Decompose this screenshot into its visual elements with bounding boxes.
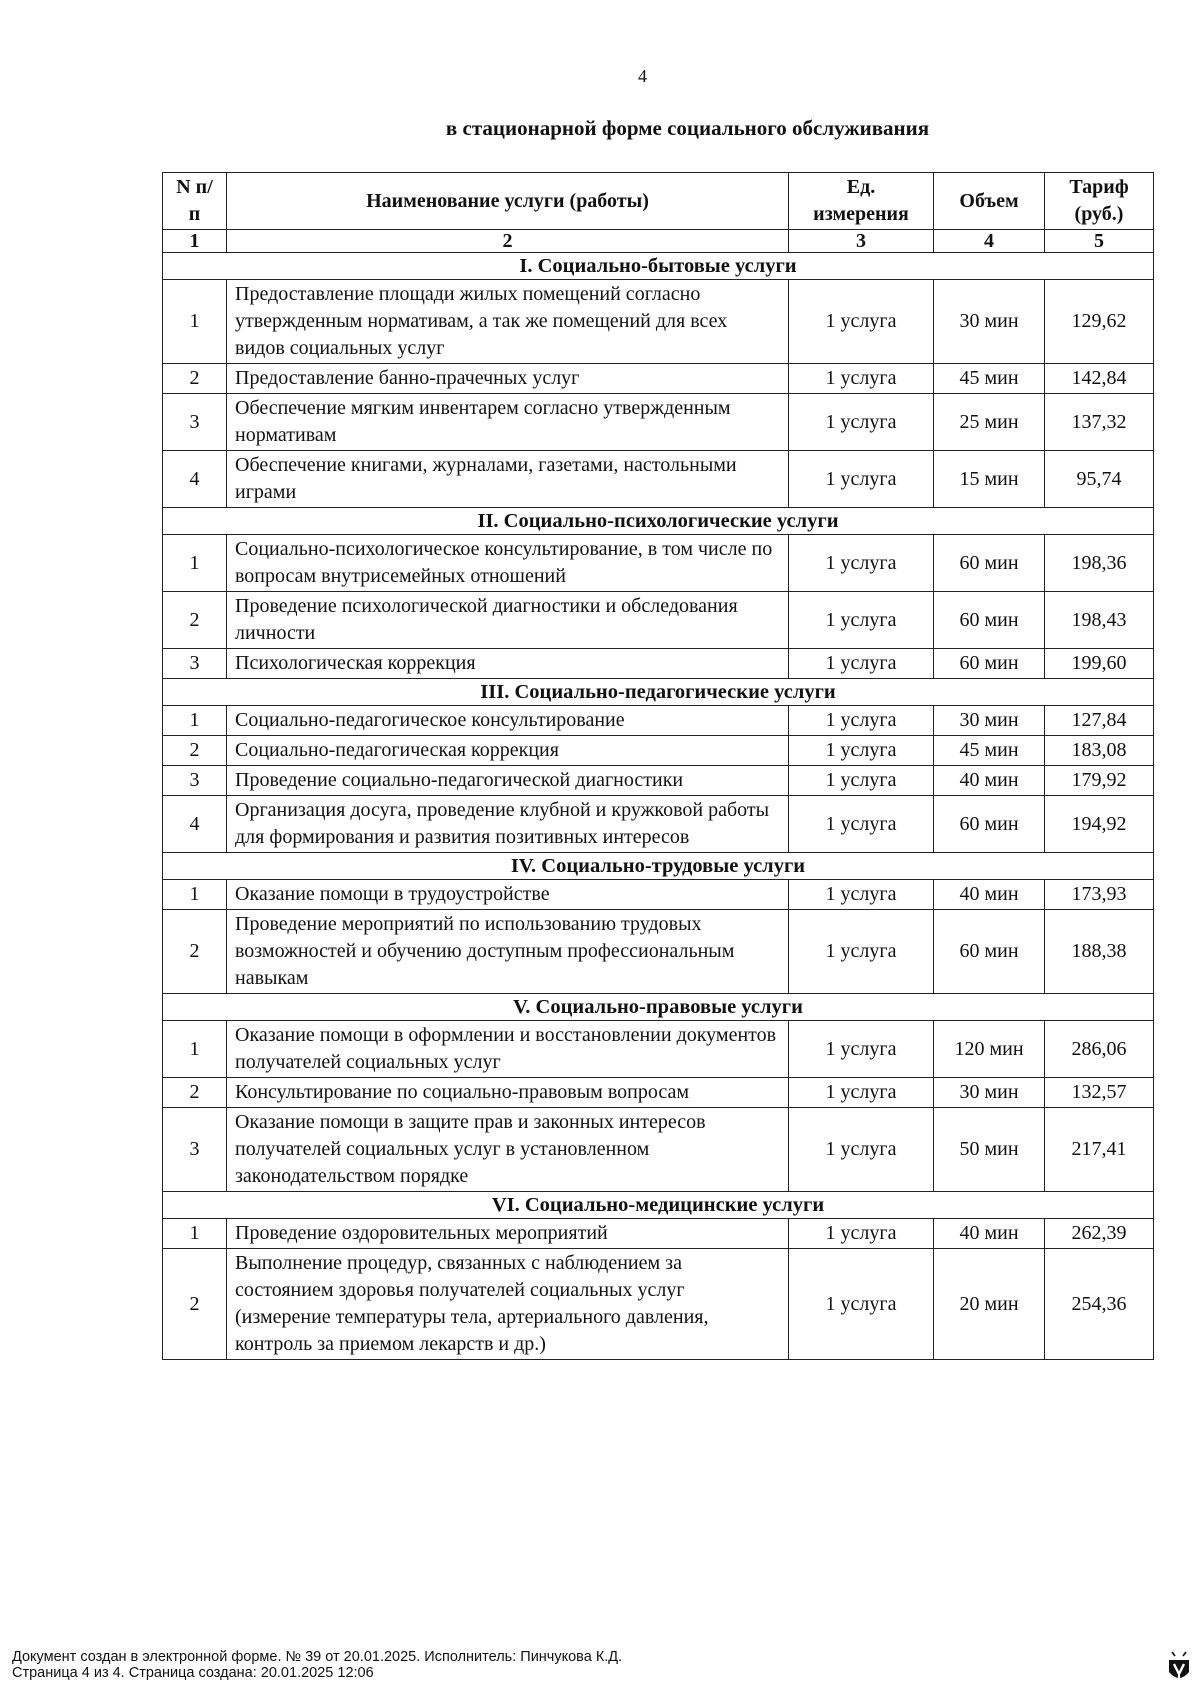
service-volume: 30 мин: [934, 1078, 1045, 1108]
service-name: Консультирование по социально-правовым вопросам: [227, 1078, 789, 1108]
tariff-value: 129,62: [1045, 280, 1154, 364]
table-row: [163, 1219, 1154, 1249]
column-numbers-row: [163, 230, 1154, 253]
table-row: [163, 535, 1154, 592]
header-unit: Ед. измерения: [789, 173, 934, 230]
row-number: 1: [163, 880, 227, 910]
row-number: 2: [163, 1249, 227, 1360]
row-number: 4: [163, 796, 227, 853]
unit-of-measure: 1 услуга: [789, 910, 934, 994]
header-tariff: Тариф (руб.): [1045, 173, 1154, 230]
unit-of-measure: 1 услуга: [789, 1219, 934, 1249]
unit-of-measure: 1 услуга: [789, 1078, 934, 1108]
tariff-value: 127,84: [1045, 706, 1154, 736]
table-row: [163, 706, 1154, 736]
unit-of-measure: 1 услуга: [789, 592, 934, 649]
service-volume: 40 мин: [934, 880, 1045, 910]
row-number: 1: [163, 535, 227, 592]
footer-line-1: Документ создан в электронной форме. № 39 от 20.01.2025. Исполнитель: Пинчукова К.Д.: [12, 1649, 623, 1665]
section-header-row: [163, 1192, 1154, 1219]
tariff-value: 286,06: [1045, 1021, 1154, 1078]
row-number: 3: [163, 766, 227, 796]
row-number: 2: [163, 1078, 227, 1108]
tariff-table: [162, 172, 1154, 1360]
row-number: 1: [163, 1219, 227, 1249]
service-volume: 40 мин: [934, 766, 1045, 796]
tariff-value: 198,43: [1045, 592, 1154, 649]
table-header-row: [163, 173, 1154, 230]
table-row: [163, 796, 1154, 853]
service-name: Социально-педагогическое консультирование: [227, 706, 789, 736]
unit-of-measure: 1 услуга: [789, 394, 934, 451]
table-body: [163, 253, 1154, 1360]
tariff-value: 217,41: [1045, 1108, 1154, 1192]
row-number: 4: [163, 451, 227, 508]
row-number: 2: [163, 592, 227, 649]
service-name: Оказание помощи в оформлении и восстановлении документов получателей социальных услуг: [227, 1021, 789, 1078]
table-row: [163, 1078, 1154, 1108]
tariff-value: 183,08: [1045, 736, 1154, 766]
column-number: 5: [1045, 230, 1154, 253]
row-number: 3: [163, 394, 227, 451]
service-name: Проведение социально-педагогической диагностики: [227, 766, 789, 796]
service-name: Выполнение процедур, связанных с наблюдением за состоянием здоровья получателей социальных услуг (измерение температуры тела, артериального давления, контроль за приемом лекарств и др.): [227, 1249, 789, 1360]
service-volume: 60 мин: [934, 910, 1045, 994]
table-row: [163, 280, 1154, 364]
section-title: V. Социально-правовые услуги: [163, 994, 1154, 1021]
tariff-value: 142,84: [1045, 364, 1154, 394]
service-name: Оказание помощи в защите прав и законных интересов получателей социальных услуг в установленном законодательством порядке: [227, 1108, 789, 1192]
tariff-value: 262,39: [1045, 1219, 1154, 1249]
table-row: [163, 910, 1154, 994]
column-number: 1: [163, 230, 227, 253]
tariff-value: 137,32: [1045, 394, 1154, 451]
header-num: N п/п: [163, 173, 227, 230]
section-title: I. Социально-бытовые услуги: [163, 253, 1154, 280]
service-volume: 30 мин: [934, 280, 1045, 364]
service-name: Предоставление площади жилых помещений согласно утвержденным нормативам, а так же помещений для всех видов социальных услуг: [227, 280, 789, 364]
service-name: Обеспечение книгами, журналами, газетами, настольными играми: [227, 451, 789, 508]
row-number: 2: [163, 910, 227, 994]
service-volume: 40 мин: [934, 1219, 1045, 1249]
service-volume: 50 мин: [934, 1108, 1045, 1192]
section-title: VI. Социально-медицинские услуги: [163, 1192, 1154, 1219]
row-number: 1: [163, 1021, 227, 1078]
section-title: III. Социально-педагогические услуги: [163, 679, 1154, 706]
unit-of-measure: 1 услуга: [789, 451, 934, 508]
section-title: IV. Социально-трудовые услуги: [163, 853, 1154, 880]
table-row: [163, 394, 1154, 451]
unit-of-measure: 1 услуга: [789, 280, 934, 364]
footer-line-2: Страница 4 из 4. Страница создана: 20.01.2025 12:06: [12, 1665, 374, 1681]
column-number: 3: [789, 230, 934, 253]
table-row: [163, 364, 1154, 394]
service-volume: 45 мин: [934, 364, 1045, 394]
tariff-value: 132,57: [1045, 1078, 1154, 1108]
table-row: [163, 649, 1154, 679]
unit-of-measure: 1 услуга: [789, 649, 934, 679]
unit-of-measure: 1 услуга: [789, 535, 934, 592]
column-number: 2: [227, 230, 789, 253]
unit-of-measure: 1 услуга: [789, 880, 934, 910]
table-row: [163, 1108, 1154, 1192]
service-volume: 45 мин: [934, 736, 1045, 766]
service-name: Проведение психологической диагностики и обследования личности: [227, 592, 789, 649]
page-number: 4: [638, 66, 647, 86]
row-number: 3: [163, 649, 227, 679]
table-row: [163, 766, 1154, 796]
table-row: [163, 880, 1154, 910]
coat-of-arms-icon: [1166, 1650, 1192, 1686]
tariff-value: 199,60: [1045, 649, 1154, 679]
table-row: [163, 592, 1154, 649]
unit-of-measure: 1 услуга: [789, 1108, 934, 1192]
column-number: 4: [934, 230, 1045, 253]
header-name: Наименование услуги (работы): [227, 173, 789, 230]
tariff-value: 254,36: [1045, 1249, 1154, 1360]
service-volume: 25 мин: [934, 394, 1045, 451]
section-header-row: [163, 853, 1154, 880]
service-name: Предоставление банно-прачечных услуг: [227, 364, 789, 394]
tariff-value: 95,74: [1045, 451, 1154, 508]
service-volume: 15 мин: [934, 451, 1045, 508]
service-name: Организация досуга, проведение клубной и кружковой работы для формирования и развития позитивных интересов: [227, 796, 789, 853]
row-number: 3: [163, 1108, 227, 1192]
table-row: [163, 1249, 1154, 1360]
service-volume: 60 мин: [934, 535, 1045, 592]
tariff-value: 194,92: [1045, 796, 1154, 853]
row-number: 1: [163, 280, 227, 364]
tariff-value: 198,36: [1045, 535, 1154, 592]
unit-of-measure: 1 услуга: [789, 766, 934, 796]
service-name: Обеспечение мягким инвентарем согласно утвержденным нормативам: [227, 394, 789, 451]
table-row: [163, 451, 1154, 508]
unit-of-measure: 1 услуга: [789, 736, 934, 766]
tariff-value: 173,93: [1045, 880, 1154, 910]
unit-of-measure: 1 услуга: [789, 1249, 934, 1360]
row-number: 2: [163, 364, 227, 394]
header-volume: Объем: [934, 173, 1045, 230]
tariff-value: 188,38: [1045, 910, 1154, 994]
unit-of-measure: 1 услуга: [789, 796, 934, 853]
service-name: Проведение мероприятий по использованию трудовых возможностей и обучению доступным профессиональным навыкам: [227, 910, 789, 994]
service-volume: 60 мин: [934, 796, 1045, 853]
service-name: Проведение оздоровительных мероприятий: [227, 1219, 789, 1249]
service-name: Социально-педагогическая коррекция: [227, 736, 789, 766]
section-header-row: [163, 253, 1154, 280]
row-number: 1: [163, 706, 227, 736]
service-volume: 60 мин: [934, 649, 1045, 679]
service-volume: 30 мин: [934, 706, 1045, 736]
unit-of-measure: 1 услуга: [789, 706, 934, 736]
unit-of-measure: 1 услуга: [789, 1021, 934, 1078]
section-header-row: [163, 679, 1154, 706]
service-name: Социально-психологическое консультирование, в том числе по вопросам внутрисемейных отношений: [227, 535, 789, 592]
service-name: Психологическая коррекция: [227, 649, 789, 679]
service-volume: 60 мин: [934, 592, 1045, 649]
row-number: 2: [163, 736, 227, 766]
section-title: II. Социально-психологические услуги: [163, 508, 1154, 535]
section-header-row: [163, 994, 1154, 1021]
service-volume: 20 мин: [934, 1249, 1045, 1360]
unit-of-measure: 1 услуга: [789, 364, 934, 394]
service-name: Оказание помощи в трудоустройстве: [227, 880, 789, 910]
section-header-row: [163, 508, 1154, 535]
document-footer: [12, 1649, 622, 1681]
document-title: в стационарной форме социального обслуживания: [445, 116, 930, 140]
tariff-value: 179,92: [1045, 766, 1154, 796]
service-volume: 120 мин: [934, 1021, 1045, 1078]
table-row: [163, 736, 1154, 766]
table-row: [163, 1021, 1154, 1078]
